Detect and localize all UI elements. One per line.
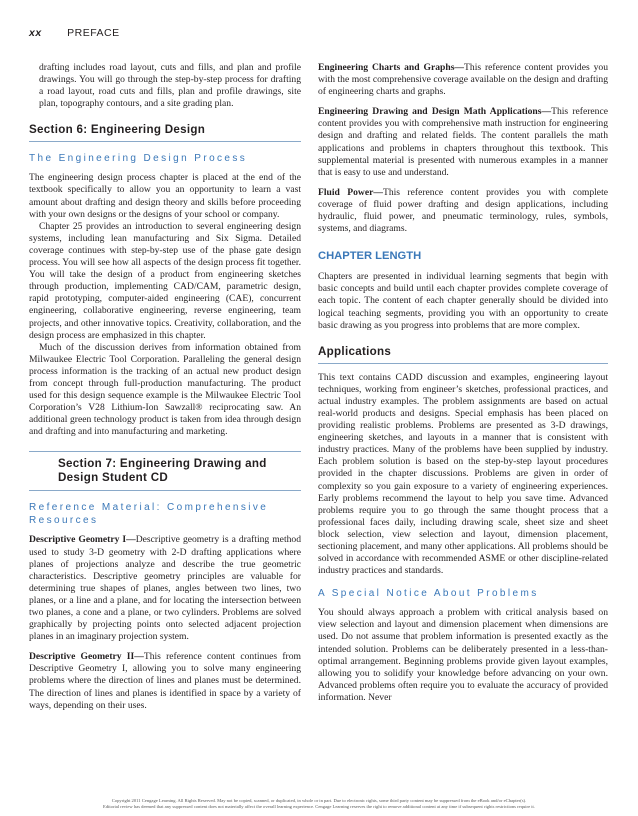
math-paragraph (318, 106, 608, 179)
run-in-heading: Descriptive Geometry II— (29, 651, 144, 663)
run-in-heading: Descriptive Geometry I— (29, 534, 136, 546)
paragraph: Much of the discussion derives from information obtained from Milwaukee Electric Tool Corporation. Paralleling the general design process information is the tracking of an actual new product design from concept through full-production manufacturing. The product used for this design sequence example is the Milwaukee Electric Tool Corporation’s V28 Lithium-Ion Sawzall® reciprocating saw. An additional green technology product is taken from idea through design and drafting and into manufacturing and marketing. (29, 341, 301, 438)
footer-line: Copyright 2011 Cengage Learning. All Rights Reserved. May not be copied, scanned, or duplicated, in whole or in part. Due to electronic rights, some third party content may be suppressed from the eBook and/or eChapter(s). (111, 798, 527, 803)
paragraph: This text contains CADD discussion and examples, engineering layout techniques, working from engineer’s sketches, professional practices, and actual industry examples. The problem assignments are based on actual real-world products and designs. Special emphasis has been placed on providing realistic problems. Problems are presented as 3-D drawings, engineering sketches, and layouts in a manner that is consistent with industry practices. Many of the problems have been supplied by industry. Each problem solution is based on the step-by-step layout procedures provided in the chapter discussions. Problems are given in order of complexity so you gain exposure to a variety of engineering experiences. Early problems recommend the layout to help you save time. Advanced problems require you to go through the same thought process that a professional faces daily, including drawing scale, sheet size and sheet block selection, view selection and layout, dimension placement, sectioning placement, and many other applications. All problems should be solved in accordance with recommended ASME or other discipline-related industry practices and standards. (318, 371, 608, 577)
paragraph-text: Descriptive geometry is a drafting method used to study 3-D geometry with 2-D drafting applications where planes of projections analyze and describe the true geometric characteristics. Descriptive geometry principles are valuable for determining true shapes of planes, angles between two lines, two planes, or a line and a plane, and for locating the intersection between two planes, a cone and a plane, or two cylinders. Problems are solved graphically by projecting points onto selected adjacent projection planes in an imaginary projection system. (29, 534, 302, 643)
section-7-heading: Section 7: Engineering Drawing and Design Student CD (29, 451, 301, 491)
chapter-length-heading: CHAPTER LENGTH (318, 250, 422, 263)
run-in-heading: Fluid Power— (318, 186, 383, 198)
running-title: PREFACE (67, 27, 120, 39)
paragraph-text: This reference content provides you with the most comprehensive coverage available on the design and drafting of engineering charts and graphs. (318, 62, 609, 98)
section-6-heading: Section 6: Engineering Design (29, 123, 301, 142)
intro-paragraph: drafting includes road layout, cuts and fills, and plan and profile drawings. You will go through the step-by-step process for drafting a road layout, road cuts and fills, plan and profile drawings, site plan, topography contours, and a site grading plan. (39, 62, 301, 110)
paragraph-text: This reference content continues from Descriptive Geometry I, allowing you to solve many engineering problems where the direction of lines and planes must be determined. The direction of lines and planes is identified in space by a variety of ways, depending on their uses. (29, 651, 301, 711)
paragraph-text: This reference content provides you with complete coverage of fluid power drafting and design applications, including hydraulic, fluid power, and pneumatic terminology, rules, symbols, systems, and diagrams. (318, 186, 608, 235)
paragraph: You should always approach a problem with critical analysis based on view selection and layout and dimension placement when dimensions are used. Do not assume that problem information is presented exactly as the intended solution. Problems can be deliberately presented in a less-than-optimal arrangement. Beginning problems provide given layout examples, allowing you to solidify your knowledge before advancing on your own. Advanced problems often require you to evaluate the accuracy of provided information. Never (318, 607, 608, 703)
run-in-heading: Engineering Charts and Graphs— (318, 62, 465, 73)
special-notice-heading: A Special Notice About Problems (318, 588, 539, 600)
paragraph-text: This reference content provides you with comprehensive math instruction for engineering design and drafting and related fields. The content parallels the math applications and problems in chapters throughout this textbook. This supplemental material is presented with numerous examples in a manner that is easy to use and understand. (318, 106, 608, 178)
paragraph: Chapter 25 provides an introduction to several engineering design systems, including lean manufacturing and Six Sigma. Detailed coverage continues with step-by-step use of the phase gate design process. You will see how all aspects of the design process fit together. You will take the design of a product from engineering sketches through production, implementing CAD/CAM, parametric design, rapid prototyping, computer-aided engineering (CAE), concurrent engineering, collaborative engineering, reverse engineering, team projects, and other innovative topics. Creativity, collaboration, and the design process are emphasized in this chapter. (29, 220, 301, 341)
page-header (29, 27, 120, 39)
left-column (29, 62, 301, 712)
run-in-heading: Engineering Drawing and Design Math Applications— (318, 106, 552, 118)
descriptive-geometry-2-paragraph (29, 651, 301, 711)
footer-line: Editorial review has deemed that any suppressed content does not materially affect the overall learning experience. Cengage Learning reserves the right to remove additional content at any time if subsequent rights restrictions require it. (103, 804, 535, 809)
charts-paragraph (318, 62, 608, 98)
right-column (318, 62, 608, 704)
page-number: xx (29, 27, 42, 39)
fluid-power-paragraph (318, 187, 608, 235)
descriptive-geometry-1-paragraph (29, 534, 301, 643)
paragraph: Chapters are presented in individual learning segments that begin with basic concepts and build until each chapter provides complete coverage of each topic. The content of each chapter generally should be divided into logical teaching segments, providing you with an opportunity to create basic drawing as you progress into problems that are more complex. (318, 271, 608, 331)
copyright-footer (0, 798, 638, 810)
applications-heading: Applications (318, 345, 608, 364)
paragraph: The engineering design process chapter is placed at the end of the textbook specifically to allow you an opportunity to learn a vast amount about drafting and design theory and skills before proceeding with your own designs or the designs of your school or company. (29, 172, 301, 220)
section-7-subheading: Reference Material: Comprehensive Resources (29, 502, 269, 527)
section-6-subheading: The Engineering Design Process (29, 153, 248, 165)
